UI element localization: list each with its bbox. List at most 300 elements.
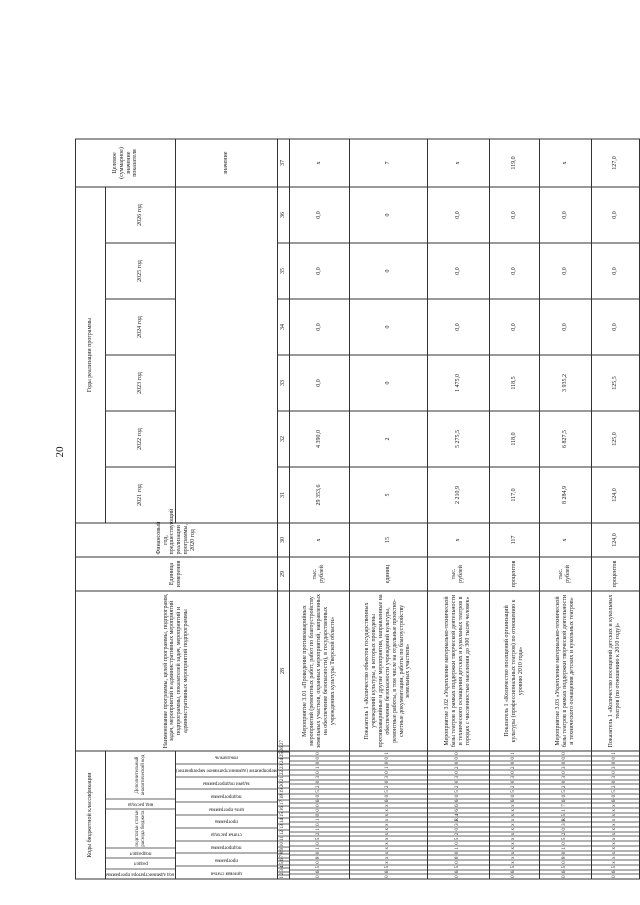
row-unit: тыс. рублей: [539, 557, 591, 591]
code-digit: 0: [428, 841, 489, 846]
final-value-column-header: [76, 139, 176, 187]
row-value-2026: 0,0: [539, 187, 591, 243]
col-target-item: целевая статья: [210, 870, 242, 876]
row-value-2025: 0,0: [489, 243, 539, 299]
row-value-2025: 0,0: [427, 243, 489, 299]
analytics-group-label: Дополнительный аналитический код: [134, 754, 146, 796]
code-digit: 4: [428, 812, 489, 817]
row-value-2024: 0,0: [539, 299, 591, 355]
code-digit: х: [490, 845, 539, 850]
row-name: Показатель 1 «Количество объектов государственных учреждений культуры, в которых проведены противоаварийные и другие мероприятия, направленные на обеспечение безопасности учреждений культуры, ремонтные работы, в том числе на отдельные проектно-сметные документации, работы по благоустройству земельных участков»: [349, 591, 427, 751]
code-digit: 0: [290, 841, 349, 846]
row-value-2021: 8 284,9: [539, 467, 591, 523]
code-digit: 0: [490, 874, 539, 879]
code-digit: 0: [290, 874, 349, 879]
code-digit: х: [592, 855, 639, 860]
code-digit: 0: [290, 812, 349, 817]
code-digit: х: [350, 826, 427, 831]
codes-group-label: Коды бюджетной классификации: [87, 772, 94, 858]
code-digit: 0: [540, 779, 591, 784]
row-codes: [289, 751, 349, 879]
code-digit: 0: [428, 779, 489, 784]
code-digit: 2: [490, 765, 539, 770]
colnum-2: 2: [278, 872, 289, 876]
code-digit: х: [592, 845, 639, 850]
code-digit: 0: [290, 807, 349, 812]
base-year-column-header: [76, 508, 278, 557]
code-digit: 5: [540, 812, 591, 817]
col-subprogram: подпрограмма: [211, 844, 242, 850]
year-2024-header: [106, 299, 176, 355]
code-digit: 1: [290, 845, 349, 850]
colnum-29: 29: [277, 557, 289, 591]
row-base: х: [539, 523, 591, 557]
expense-group-label: подстатьи статьи расхода бюджета: [134, 810, 146, 847]
row-value-2023: 0: [349, 355, 427, 411]
unit-column-header: [76, 557, 278, 591]
col-program-analytic: программа: [214, 818, 238, 824]
colnum-15: 15: [278, 811, 289, 817]
unit-column-label: Единица измерения: [169, 560, 183, 588]
code-digit: 0: [592, 793, 639, 798]
code-digit: 0: [540, 793, 591, 798]
code-digit: 2: [428, 784, 489, 789]
row-base: 15: [349, 523, 427, 557]
code-digit: 0: [350, 874, 427, 879]
code-digit: х: [350, 831, 427, 836]
code-digit: х: [350, 845, 427, 850]
code-digit: 0: [592, 770, 639, 775]
row-value-2023: 118,5: [489, 355, 539, 411]
code-digit: 6: [490, 869, 539, 874]
code-column-numbers: [277, 740, 289, 879]
code-digit: 6: [428, 798, 489, 803]
col-section: раздел: [133, 860, 148, 866]
code-digit: х: [490, 803, 539, 808]
row-codes: [349, 751, 427, 879]
years-group-label: Годы реализации программы: [87, 317, 94, 393]
code-digit: 0: [490, 760, 539, 765]
code-digit: х: [490, 817, 539, 822]
years-subheader-spacer: [176, 187, 278, 523]
column-numbers-row: [277, 20, 289, 879]
code-digit: 8: [428, 855, 489, 860]
row-value-2024: 0,0: [427, 299, 489, 355]
code-digit: 3: [290, 774, 349, 779]
code-digit: 2: [490, 784, 539, 789]
code-digit: 1: [428, 845, 489, 850]
codes-group-header: [76, 751, 106, 879]
table-row: [289, 20, 349, 879]
row-name: Мероприятие 3.03 «Укрепление материально-технической базы театров в рамках поддержки творческой деятельности и технического оснащения детских и кукольных театров»: [539, 591, 591, 751]
row-value-2022: 5 275,5: [427, 411, 489, 467]
row-name: Мероприятие 3.01 «Проведение противоаварийных мероприятий (ремонтных работ, работ по благоустройству земельных участков, охранных мероприятий, направленных на обеспечение безопасности), в государственных учреждениях культуры Тверской области»: [289, 591, 349, 751]
code-digit: 8: [290, 855, 349, 860]
code-digit: 5: [290, 864, 349, 869]
row-base: х: [289, 523, 349, 557]
row-value-2026: 0,0: [427, 187, 489, 243]
colnum-12: 12: [278, 829, 289, 835]
year-2025-label: 2025 год: [137, 260, 144, 282]
code-digit: 3: [490, 774, 539, 779]
code-digit: 1: [612, 752, 618, 755]
col-program: программа: [214, 857, 238, 863]
table-row: [591, 20, 639, 879]
row-value-2021: 2 210,9: [427, 467, 489, 523]
code-digit: х: [490, 841, 539, 846]
code-digit: х: [592, 817, 639, 822]
code-digit: 6: [428, 803, 489, 808]
code-digit: 0: [428, 874, 489, 879]
code-digit: 2: [290, 831, 349, 836]
row-value-2023: 1 475,0: [427, 355, 489, 411]
code-digit: х: [350, 850, 427, 855]
code-digit: х: [350, 822, 427, 827]
code-digit: 0: [428, 850, 489, 855]
code-digit: 1: [290, 765, 349, 770]
code-digit: 0: [428, 860, 489, 865]
row-value-2023: 125,5: [591, 355, 639, 411]
colnum-8: 8: [278, 851, 289, 855]
code-digit: 3: [592, 765, 639, 770]
code-digit: х: [592, 831, 639, 836]
code-digit: х: [592, 812, 639, 817]
code-digit: 0: [290, 770, 349, 775]
code-digit: 0: [290, 755, 349, 760]
name-column-label: Наименование программы, целей программы, подпрограмм, задач, мероприятий и административных мероприятий подпрограммы, показателей задач, мероприятий и административных мероприятий подпрограммы: [162, 593, 190, 749]
code-digit: 1: [540, 807, 591, 812]
row-final: 7: [349, 139, 427, 187]
row-value-2021: 5: [349, 467, 427, 523]
colnum-1: 1: [278, 875, 289, 879]
code-digit: 0: [540, 755, 591, 760]
code-digit: х: [350, 836, 427, 841]
code-digit: 5: [428, 836, 489, 841]
code-digit: 5: [490, 789, 539, 794]
row-unit: тыс. рублей: [289, 557, 349, 591]
colnum-16: 16: [278, 805, 289, 811]
code-digit: 0: [350, 760, 427, 765]
years-group-header: [76, 187, 106, 523]
col-subprogram-analytic: подпрограмма: [211, 793, 242, 799]
year-2026-label: 2026 год: [137, 204, 144, 226]
code-digit: х: [490, 855, 539, 860]
code-digit: 0: [290, 803, 349, 808]
code-digit: 0: [592, 760, 639, 765]
colnum-27: 27: [280, 740, 286, 746]
code-digit: х: [490, 807, 539, 812]
year-2025-header: [106, 243, 176, 299]
code-digit: х: [350, 860, 427, 865]
colnum-37: 37: [277, 139, 289, 187]
colnum-26: 26: [278, 745, 289, 751]
colnum-11: 11: [278, 835, 289, 841]
code-digit: R: [540, 817, 591, 822]
colnum-34: 34: [277, 299, 289, 355]
row-value-2021: 117,0: [489, 467, 539, 523]
row-value-2026: 0,0: [489, 187, 539, 243]
code-digit: 3: [428, 822, 489, 827]
code-digit: 2: [428, 765, 489, 770]
final-value-subheader: [176, 139, 278, 187]
colnum-33: 33: [277, 355, 289, 411]
row-unit: единиц: [349, 557, 427, 591]
code-digit: 0: [316, 752, 322, 755]
code-digit: 5: [592, 864, 639, 869]
code-digit: 0: [428, 793, 489, 798]
code-digit: 0: [290, 822, 349, 827]
code-digit: 0: [290, 860, 349, 865]
code-digit: 5: [428, 864, 489, 869]
code-digit: х: [490, 860, 539, 865]
code-digit: х: [592, 841, 639, 846]
year-2024-label: 2024 год: [137, 316, 144, 338]
colnum-18: 18: [278, 793, 289, 799]
code-digit: 6: [540, 869, 591, 874]
code-digit: 6: [490, 798, 539, 803]
code-digit: 5: [350, 864, 427, 869]
code-digit: 0: [592, 874, 639, 879]
code-digit: 6: [540, 798, 591, 803]
row-value-2023: 0,0: [289, 355, 349, 411]
code-digit: х: [350, 803, 427, 808]
col-subprogram-task: задачи подпрограммы: [202, 780, 250, 786]
code-digit: 6: [290, 798, 349, 803]
colnum-22: 22: [278, 769, 289, 775]
colnum-36: 36: [277, 187, 289, 243]
row-value-2022: 2: [349, 411, 427, 467]
code-digit: 0: [428, 760, 489, 765]
code-digit: х: [490, 836, 539, 841]
col-program-goal: цель программы: [208, 806, 244, 812]
colnum-28: 28: [277, 591, 289, 751]
row-codes: [427, 751, 489, 879]
code-digit: 0: [455, 752, 461, 755]
row-value-2025: 0,0: [591, 243, 639, 299]
code-digit: 1: [511, 752, 517, 755]
row-value-2024: 0,0: [591, 299, 639, 355]
row-value-2026: 0,0: [289, 187, 349, 243]
code-subheaders: [106, 751, 176, 879]
code-digit: 5: [540, 836, 591, 841]
row-final: х: [289, 139, 349, 187]
colnum-10: 10: [278, 841, 289, 847]
colnum-31: 31: [277, 467, 289, 523]
code-digit: 0: [540, 874, 591, 879]
colnum-3: 3: [278, 868, 289, 872]
code-digit: 3: [350, 774, 427, 779]
code-digit: х: [350, 812, 427, 817]
row-unit: тыс. рублей: [427, 557, 489, 591]
final-value-column-label: Целевое (суммарное) значение показателя: [111, 147, 139, 179]
rotated-table-container: [75, 25, 622, 880]
col-subsection: подраздел: [129, 850, 152, 856]
year-2022-header: [106, 411, 176, 467]
code-digit: 0: [428, 770, 489, 775]
col-expense-item: статья расхода: [210, 831, 242, 837]
row-value-2021: 124,0: [591, 467, 639, 523]
colnum-30: 30: [277, 523, 289, 557]
colnum-17: 17: [278, 799, 289, 805]
code-digit: 0: [592, 755, 639, 760]
row-name: Показатель 1 «Количество посещений организаций культуры (профессиональных театров) по отношению к уровню 2010 года»: [489, 591, 539, 751]
code-digit: 0: [540, 770, 591, 775]
code-digit: 0: [540, 760, 591, 765]
code-digit: х: [592, 850, 639, 855]
year-2023-header: [106, 355, 176, 411]
code-digit: 6: [350, 869, 427, 874]
row-value-2024: 0,0: [289, 299, 349, 355]
row-value-2025: 0,0: [539, 243, 591, 299]
row-codes: [489, 751, 539, 879]
code-digit: 3: [540, 774, 591, 779]
row-value-2026: 0,0: [591, 187, 639, 243]
colnum-5: 5: [278, 861, 289, 865]
code-digit: х: [592, 822, 639, 827]
code-digit: 1: [540, 845, 591, 850]
row-unit: процентов: [489, 557, 539, 591]
year-2022-label: 2022 год: [137, 428, 144, 450]
code-digit: 8: [540, 855, 591, 860]
colnum-20: 20: [278, 781, 289, 787]
code-digit: 6: [350, 798, 427, 803]
code-digit: 6: [290, 869, 349, 874]
row-final: 127,0: [591, 139, 639, 187]
row-base: 117: [489, 523, 539, 557]
code-digit: х: [490, 831, 539, 836]
year-2026-header: [106, 187, 176, 243]
code-detail-headers: [176, 751, 278, 879]
code-digit: 2: [540, 784, 591, 789]
colnum-9: 9: [278, 847, 289, 851]
code-digit: 6: [592, 869, 639, 874]
row-final: х: [427, 139, 489, 187]
code-digit: 0: [540, 841, 591, 846]
table-row: [489, 20, 539, 879]
code-digit: 0: [540, 860, 591, 865]
row-value-2024: 0: [349, 299, 427, 355]
code-digit: 1: [350, 765, 427, 770]
code-digit: 3: [592, 774, 639, 779]
code-digit: 0: [290, 779, 349, 784]
code-digit: 2: [428, 831, 489, 836]
code-digit: х: [592, 807, 639, 812]
row-value-2022: 6 827,5: [539, 411, 591, 467]
code-digit: 5: [540, 864, 591, 869]
code-digit: 5: [540, 789, 591, 794]
row-value-2022: 125,0: [591, 411, 639, 467]
code-digit: х: [350, 807, 427, 812]
code-digit: 0: [490, 755, 539, 760]
code-digit: 5: [290, 836, 349, 841]
code-digit: х: [490, 822, 539, 827]
code-digit: 0: [592, 779, 639, 784]
code-digit: 0: [490, 779, 539, 784]
colnum-35: 35: [277, 243, 289, 299]
row-codes: [591, 751, 639, 879]
code-digit: х: [490, 826, 539, 831]
code-digit: 0: [350, 779, 427, 784]
code-digit: 5: [290, 789, 349, 794]
code-digit: х: [592, 860, 639, 865]
colnum-25: 25: [278, 751, 289, 757]
code-digit: х: [592, 803, 639, 808]
code-digit: х: [350, 817, 427, 822]
colnum-23: 23: [278, 763, 289, 769]
code-digit: 0: [540, 826, 591, 831]
code-digit: 0: [428, 755, 489, 760]
final-value-sub-label: значение: [222, 151, 229, 175]
code-digit: 1: [385, 752, 391, 755]
code-digit: 6: [428, 807, 489, 812]
code-digit: 0: [290, 760, 349, 765]
code-digit: 0: [490, 793, 539, 798]
row-value-2022: 4 390,0: [289, 411, 349, 467]
colnum-32: 32: [277, 411, 289, 467]
code-digit: 1: [290, 826, 349, 831]
colnum-24: 24: [278, 757, 289, 763]
row-value-2022: 118,0: [489, 411, 539, 467]
program-table: [75, 19, 640, 879]
row-unit: процентов: [591, 557, 639, 591]
year-2021-label: 2021 год: [137, 484, 144, 506]
code-digit: 6: [592, 798, 639, 803]
table-row: [427, 20, 489, 879]
code-digit: 0: [490, 770, 539, 775]
code-digit: х: [592, 826, 639, 831]
row-base: х: [427, 523, 489, 557]
row-value-2025: 0: [349, 243, 427, 299]
code-digit: 5: [350, 789, 427, 794]
col-indicator: показатель: [214, 754, 238, 760]
code-digit: х: [490, 850, 539, 855]
code-digit: 0: [290, 793, 349, 798]
code-digit: 3: [540, 765, 591, 770]
colnum-7: 7: [278, 854, 289, 858]
year-2021-header: [106, 467, 176, 523]
row-name: Показатель 1 «Количество посещений детских и кукольных театров (по отношению к 2010 году)»: [591, 591, 639, 751]
year-2023-label: 2023 год: [137, 372, 144, 394]
code-digit: х: [592, 836, 639, 841]
code-digit: 2: [290, 784, 349, 789]
code-digit: 0: [540, 850, 591, 855]
code-digit: 5: [428, 789, 489, 794]
code-digit: 7: [540, 803, 591, 808]
table-row: [539, 20, 591, 879]
row-value-2026: 0: [349, 187, 427, 243]
colnum-21: 21: [278, 775, 289, 781]
code-digit: 0: [350, 755, 427, 760]
row-name: Мероприятие 3.02 «Укрепление материально-технической базы театров в рамках поддержки творческой деятельности и технического оснащения детских и кукольных театров в городах с численностью населения до 300 тысяч человек»: [427, 591, 489, 751]
code-digit: 1: [290, 817, 349, 822]
colnum-19: 19: [278, 787, 289, 793]
code-digit: 2: [350, 784, 427, 789]
code-digit: 2: [592, 784, 639, 789]
name-column-header: [76, 591, 278, 751]
code-digit: 0: [290, 850, 349, 855]
row-base: 124,0: [591, 523, 639, 557]
code-digit: 2: [540, 831, 591, 836]
code-digit: 3: [540, 822, 591, 827]
code-digit: 3: [428, 774, 489, 779]
code-digit: х: [350, 841, 427, 846]
code-digit: х: [490, 812, 539, 817]
colnum-4: 4: [278, 865, 289, 869]
row-value-2021: 29 353,6: [289, 467, 349, 523]
code-digit: 5: [490, 864, 539, 869]
col-program-admin: код администратора программы: [106, 871, 175, 877]
code-digit: R: [428, 817, 489, 822]
